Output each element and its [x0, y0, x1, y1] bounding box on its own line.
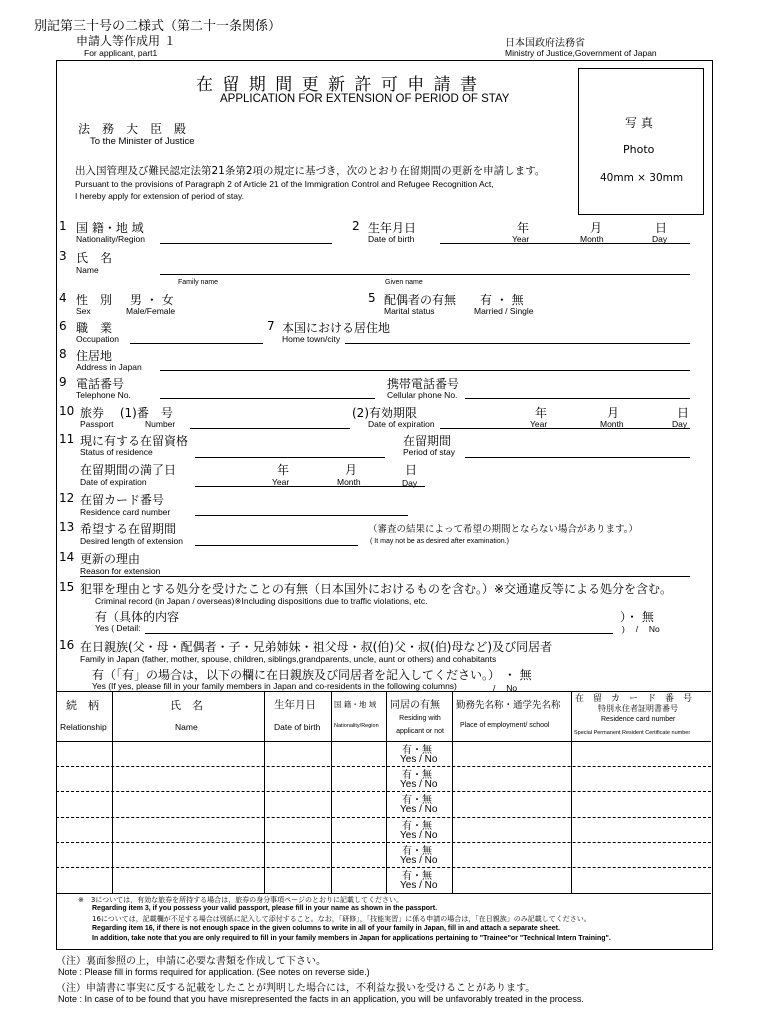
photo-label-jp: 写 真	[625, 116, 653, 130]
item-number: 8	[59, 347, 67, 361]
table-header-bottom	[56, 741, 711, 742]
title-en: APPLICATION FOR EXTENSION OF PERIOD OF STAY	[220, 93, 510, 105]
desired-length-label-en: Desired length of extension	[80, 536, 184, 546]
ministry-jp: 日本国政府法務省	[505, 38, 585, 49]
table-border-bottom	[56, 893, 711, 894]
reason-label-en: Reason for extension	[80, 566, 161, 576]
table-col-divider	[452, 691, 453, 893]
item-number: 5	[368, 291, 376, 305]
intro-en-1: Pursuant to the provisions of Paragraph 2 of Article 21 of the Immigration Control and Refugee Recognition Act,	[75, 179, 494, 189]
col-header-name-en: Name	[175, 722, 198, 732]
day-label-en: Day	[652, 234, 668, 244]
footnote-1: ※ 3については，有効な旅券を所持する場合は，旅券の身分事項ページのとおりに記載してください。	[78, 896, 404, 904]
marital-options-jp[interactable]: 有 ・ 無	[480, 293, 524, 307]
passport-number-input-line[interactable]	[190, 428, 350, 429]
occupation-label-jp: 職 業	[76, 321, 113, 335]
col-header-workplace-jp: 勤務先名称・通学先名称	[456, 700, 561, 711]
criminal-detail-input-line[interactable]	[145, 633, 613, 634]
day-label-en: Day	[402, 478, 418, 488]
telephone-input-line[interactable]	[160, 398, 375, 399]
telephone-label-en: Telephone No.	[76, 390, 131, 400]
sex-options-jp[interactable]: 男 ・ 女	[130, 293, 174, 307]
item-number: 16	[59, 638, 75, 652]
item-number: 10	[59, 404, 75, 418]
passport-expiry-input-line[interactable]	[440, 428, 690, 429]
nationality-input-line[interactable]	[160, 243, 332, 244]
table-row-divider	[56, 842, 711, 843]
col-header-nationality-en: Nationality/Region	[334, 723, 379, 729]
addressee-en: To the Minister of Justice	[90, 136, 195, 147]
status-label-en: Status of residence	[80, 447, 153, 457]
name-label-en: Name	[76, 265, 99, 275]
family-in-japan-yes-jp[interactable]: 有（「有」の場合は，以下の欄に在日親族及び同居者を記入してください。） ・ 無	[92, 668, 532, 682]
note-1-jp: （注）裏面参照の上，申請に必要な書類を作成して下さい。	[56, 956, 326, 967]
cellular-label-en: Cellular phone No.	[387, 390, 458, 400]
desired-length-input-line[interactable]	[195, 545, 358, 546]
year-label-en: Year	[530, 419, 548, 429]
table-col-divider	[264, 691, 265, 893]
residing-yes-no-en: Yes / No	[400, 880, 438, 891]
criminal-record-label-jp: 犯罪を理由とする処分を受けたことの有無（日本国外におけるものを含む。）※交通違反等による処分を含む。	[80, 582, 673, 596]
note-2-jp: （注）申請書に事実に反する記載をしたことが判明した場合には，不利益な扱いを受けることがあります。	[56, 983, 536, 994]
residing-yes-no-en: Yes / No	[400, 779, 438, 790]
status-label-jp: 現に有する在留資格	[80, 434, 189, 448]
cellular-label-jp: 携帯電話番号	[387, 377, 460, 391]
month-label-en: Month	[337, 477, 361, 487]
col-header-card-en2: Special Permanent Resident Certificate number	[574, 730, 691, 736]
reason-input-line[interactable]	[80, 576, 690, 577]
table-row-divider	[56, 791, 711, 792]
intro-jp: 出入国管理及び難民認定法第21条第2項の規定に基づき，次のとおり在留期間の更新を申請します。	[75, 165, 546, 177]
col-header-card-jp2: 特別永住者証明書番号	[598, 704, 678, 713]
footnote-5: In addition, take note that you are only required to fill in your family members in Japan for applications pertaining to "Trainee"or "Technical Intern Training".	[92, 935, 611, 942]
dob-label-jp: 生年月日	[368, 221, 417, 235]
reason-label-jp: 更新の理由	[80, 552, 141, 566]
residing-yes-no-jp[interactable]: 有・無	[402, 871, 432, 882]
desired-length-label-jp: 希望する在留期間	[80, 522, 177, 536]
family-in-japan-label-jp: 在日親族(父・母・配偶者・子・兄弟姉妹・祖父母・叔(伯)父・叔(伯)母など)及び同居者	[80, 640, 553, 654]
residence-card-label-jp: 在留カード番号	[80, 493, 165, 507]
col-header-residing-jp: 同居の有無	[390, 700, 440, 711]
table-row-divider	[56, 766, 711, 767]
marital-options-en: Married / Single	[474, 306, 534, 316]
table-col-divider	[571, 691, 572, 893]
year-label-en: Year	[512, 234, 530, 244]
residing-yes-no-en: Yes / No	[400, 830, 438, 841]
table-col-divider	[386, 691, 387, 893]
item-number: 7	[267, 319, 275, 333]
col-header-card-en: Residence card number	[601, 716, 676, 723]
expiry-label-en: Date of expiration	[80, 477, 147, 487]
col-header-dob-jp: 生年月日	[274, 699, 316, 711]
col-header-dob-en: Date of birth	[274, 722, 321, 732]
dob-label-en: Date of birth	[368, 234, 415, 244]
table-row-divider	[56, 817, 711, 818]
address-label-en: Address in Japan	[76, 362, 142, 372]
month-label: 月	[607, 406, 620, 420]
col-header-card-jp: 在 留 カ ー ド 番 号	[575, 694, 693, 704]
day-label: 日	[405, 463, 418, 477]
residing-yes-no-jp[interactable]: 有・無	[402, 846, 432, 857]
col-header-relationship-jp: 続 柄	[66, 699, 99, 712]
item-number: 4	[59, 291, 67, 305]
residence-card-input-line[interactable]	[195, 515, 408, 516]
col-header-name-jp: 氏 名	[170, 699, 203, 712]
note-1-en: Note : Please fill in forms required for application. (See notes on reverse side.)	[58, 967, 370, 977]
table-row-divider	[56, 867, 711, 868]
residing-yes-no-jp[interactable]: 有・無	[402, 795, 432, 806]
year-label: 年	[277, 463, 290, 477]
criminal-record-no-jp[interactable]: ）・ 無	[620, 610, 654, 624]
sex-options-en: Male/Female	[126, 306, 176, 316]
passport-expiry-label-jp: (2)有効期限	[352, 406, 417, 420]
residing-yes-no-jp[interactable]: 有・無	[402, 745, 432, 756]
year-label: 年	[517, 221, 530, 235]
col-header-nationality-jp: 国 籍・地 域	[334, 700, 377, 709]
day-label: 日	[655, 221, 668, 235]
residing-yes-no-jp[interactable]: 有・無	[402, 821, 432, 832]
item-number: 11	[59, 432, 75, 446]
item-number: 6	[59, 319, 67, 333]
nationality-label-en: Nationality/Region	[76, 234, 145, 244]
col-header-residing-en: Residing with applicant or not	[396, 715, 444, 735]
footnote-2: Regarding item 3, if you possess your valid passport, please fill in your name as shown in the passport.	[92, 905, 438, 912]
photo-box[interactable]	[578, 68, 704, 215]
table-col-divider	[331, 691, 332, 893]
address-input-line[interactable]	[160, 370, 690, 371]
photo-size: 40mm × 30mm	[600, 172, 684, 184]
residing-yes-no-en: Yes / No	[400, 754, 438, 765]
family-in-japan-no-en: / No	[493, 683, 518, 693]
applicant-part-jp: 申請人等作成用 １	[76, 34, 176, 48]
period-label-en: Period of stay	[403, 447, 455, 457]
title-jp: 在 留 期 間 更 新 許 可 申 請 書	[196, 75, 480, 95]
criminal-record-yes-jp[interactable]: 有（具体的内容	[95, 610, 180, 624]
desired-length-note-jp: （審査の結果によって希望の期間とならない場合があります。）	[368, 524, 638, 535]
desired-length-note-en: ( It may not be as desired after examination.)	[370, 538, 509, 545]
note-2-en: Note : In case of to be found that you have misrepresented the facts in an application, you will be unfavorably treated in the process.	[58, 994, 584, 1004]
col-header-relationship-en: Relationship	[60, 722, 107, 732]
year-label: 年	[535, 406, 548, 420]
criminal-record-no-en: ) / No	[622, 624, 660, 634]
passport-label-en: Passport	[80, 419, 114, 429]
expiry-label-jp: 在留期間の満了日	[80, 463, 177, 477]
item-number: 14	[59, 550, 75, 564]
occupation-label-en: Occupation	[76, 334, 119, 344]
expiry-input-line[interactable]	[195, 486, 425, 487]
marital-label-en: Marital status	[384, 306, 435, 316]
name-label-jp: 氏 名	[76, 251, 113, 265]
photo-label-en: Photo	[623, 143, 655, 156]
criminal-record-yes-en: Yes ( Detail:	[95, 623, 141, 633]
hometown-input-line[interactable]	[345, 343, 690, 344]
item-number: 15	[59, 580, 75, 594]
month-label-en: Month	[580, 234, 604, 244]
item-number: 9	[59, 375, 67, 389]
addressee-jp: 法 務 大 臣 殿	[78, 122, 187, 136]
col-header-workplace-en: Place of employment/ school	[460, 722, 550, 729]
applicant-part-en: For applicant, part1	[84, 48, 158, 58]
sex-label-en: Sex	[76, 306, 91, 316]
status-input-line[interactable]	[195, 457, 385, 458]
given-name-label: Given name	[385, 279, 423, 286]
item-number: 3	[59, 249, 67, 263]
telephone-label-jp: 電話番号	[76, 377, 125, 391]
ministry-en: Ministry of Justice,Government of Japan	[505, 48, 657, 58]
family-name-label: Family name	[178, 279, 219, 286]
dob-input-line[interactable]	[440, 243, 690, 244]
hometown-label-en: Home town/city	[282, 334, 341, 344]
month-label: 月	[590, 221, 603, 235]
marital-label-jp: 配偶者の有無	[384, 293, 457, 307]
year-label-en: Year	[272, 477, 290, 487]
form-code: 別記第三十号の二様式（第二十一条関係）	[34, 19, 282, 34]
nationality-label-jp: 国 籍・地 域	[76, 221, 144, 235]
residing-yes-no-en: Yes / No	[400, 804, 438, 815]
footnote-4: Regarding item 16, if there is not enough space in the given columns to write in all of your family in Japan, fill in and attach a separate sheet.	[92, 925, 560, 932]
residence-card-label-en: Residence card number	[80, 507, 171, 517]
cellular-input-line[interactable]	[465, 398, 690, 399]
item-number: 13	[59, 520, 75, 534]
name-input-line[interactable]	[160, 274, 690, 275]
passport-expiry-label-en: Date of expiration	[368, 419, 435, 429]
item-number: 1	[59, 219, 67, 233]
passport-number-label-en: Number	[145, 419, 176, 429]
day-label-en: Day	[672, 419, 688, 429]
period-input-line[interactable]	[465, 457, 690, 458]
item-number: 12	[59, 491, 75, 505]
occupation-input-line[interactable]	[130, 343, 263, 344]
family-in-japan-yes-en: Yes (If yes, please fill in your family members in Japan and co-residents in the following columns)	[92, 681, 457, 691]
criminal-record-label-en: Criminal record (in Japan / overseas)※Including dispositions due to traffic violations, etc.	[95, 596, 428, 606]
family-in-japan-label-en: Family in Japan (father, mother, spouse, children, siblings,grandparents, uncle, aunt or others) and cohabitants	[80, 654, 497, 664]
day-label: 日	[677, 406, 690, 420]
item-number: 2	[352, 219, 360, 233]
residing-yes-no-en: Yes / No	[400, 855, 438, 866]
sex-label-jp: 性 別	[76, 293, 113, 307]
passport-label-jp: 旅券 (1)番 号	[80, 406, 173, 420]
period-label-jp: 在留期間	[403, 434, 452, 448]
hometown-label-jp: 本国における居住地	[282, 321, 391, 335]
table-col-divider	[112, 691, 113, 893]
month-label: 月	[345, 463, 358, 477]
month-label-en: Month	[600, 419, 624, 429]
residing-yes-no-jp[interactable]: 有・無	[402, 770, 432, 781]
footnote-3: 16については，記載欄が不足する場合は別紙に記入して添付すること。なお，「研修」，「技能実習」に係る申請の場合は，「在日親族」のみ記載してください。	[92, 915, 591, 923]
address-label-jp: 住居地	[76, 349, 113, 363]
intro-en-2: I hereby apply for extension of period of stay.	[75, 191, 244, 201]
